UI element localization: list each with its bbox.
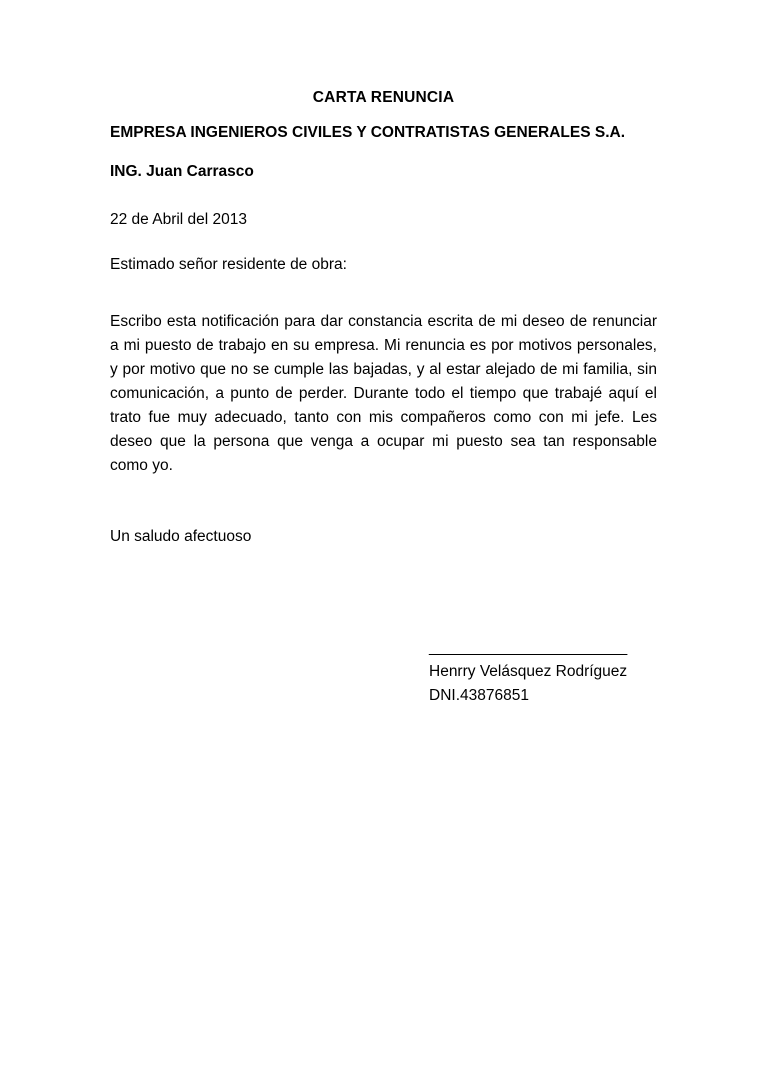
recipient-name: ING. Juan Carrasco xyxy=(110,163,254,180)
closing-phrase: Un saludo afectuoso xyxy=(110,528,252,545)
body-paragraph: Escribo esta notificación para dar constancia escrita de mi deseo de renunciar a mi puesto de trabajo en su empresa. Mi renuncia es por motivos personales, y por motivo que no se cumple las bajadas, y al estar alejado de mi familia, sin comunicación, a punto de perder. Durante todo el tiempo que trabajé aquí el trato fue muy adecuado, tanto con mis compañeros como con mi jefe. Les deseo que la persona que venga a ocupar mi puesto sea tan responsable como yo. xyxy=(110,313,657,474)
signature-block xyxy=(429,636,657,708)
company-name: EMPRESA INGENIEROS CIVILES Y CONTRATISTAS GENERALES S.A. xyxy=(110,124,626,141)
letter-date: 22 de Abril del 2013 xyxy=(110,211,248,228)
signature-rule: _______________________ xyxy=(429,639,628,656)
letter-title: CARTA RENUNCIA xyxy=(312,89,455,106)
salutation: Estimado señor residente de obra: xyxy=(110,256,347,273)
signature-name: Henrry Velásquez Rodríguez xyxy=(429,663,628,680)
signature-dni: DNI.43876851 xyxy=(429,687,529,704)
